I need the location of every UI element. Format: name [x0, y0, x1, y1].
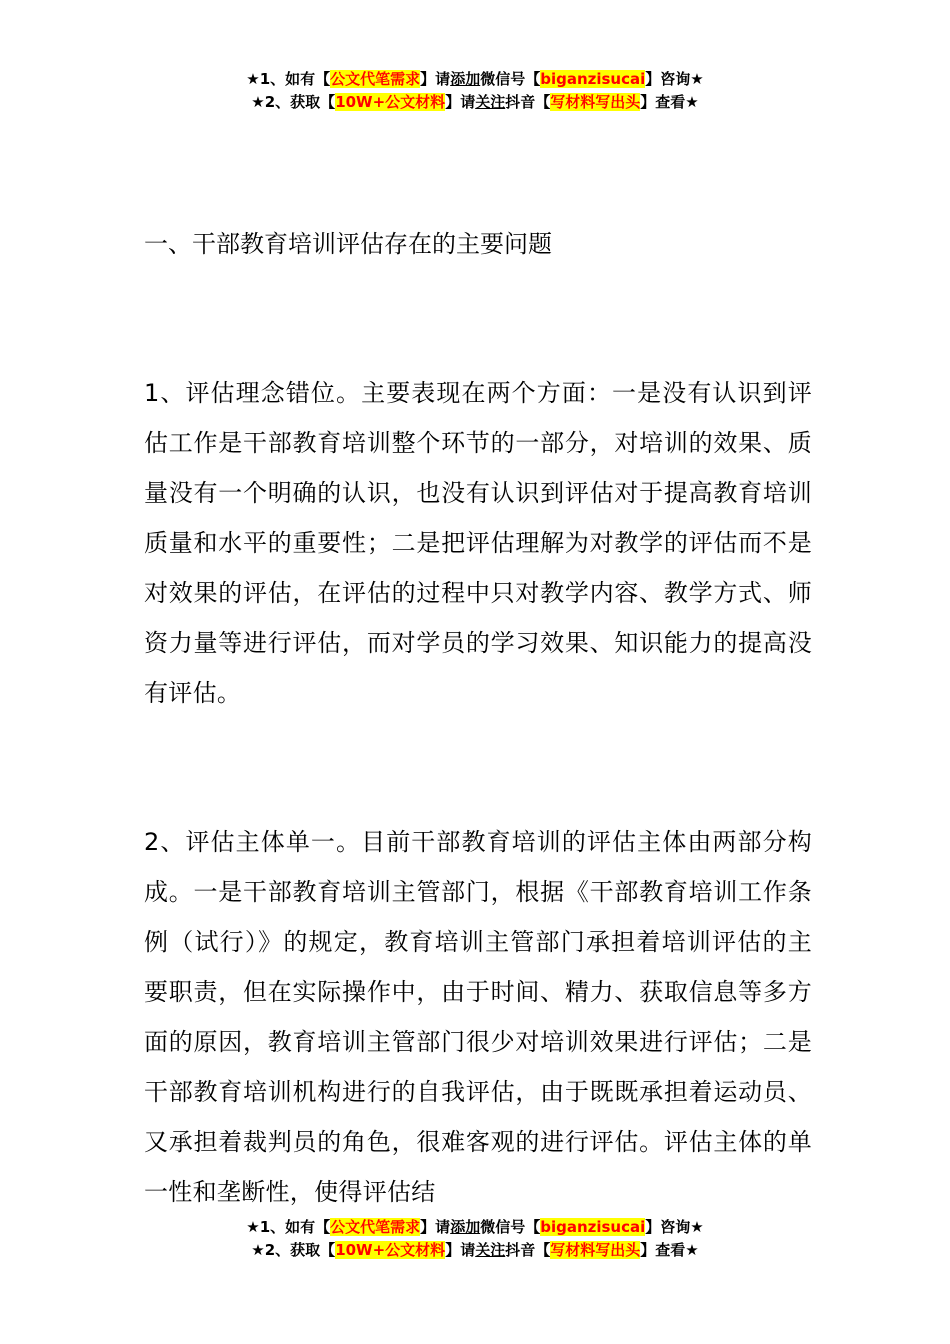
highlight-materials: 10W+公文材料 — [335, 1241, 446, 1259]
banner-text: 】请 — [420, 1218, 451, 1236]
highlight-douyin-account: 写材料写出头 — [550, 1241, 641, 1259]
banner-text: 】请 — [445, 93, 476, 111]
underline-follow: 关注 — [475, 1241, 506, 1259]
banner-line-2 — [0, 91, 950, 114]
banner-text: ★1、如有【 — [246, 1218, 331, 1236]
underline-follow: 关注 — [475, 93, 506, 111]
highlight-douyin-account: 写材料写出头 — [550, 93, 641, 111]
banner-text: 微信号【 — [480, 70, 541, 88]
banner-text: ★2、获取【 — [251, 1241, 336, 1259]
banner-text: 】查看★ — [640, 93, 699, 111]
banner-text: 】咨询★ — [645, 1218, 704, 1236]
banner-text: 抖音【 — [505, 1241, 551, 1259]
paragraph-evaluation-subject: 2、评估主体单一。目前干部教育培训的评估主体由两部分构成。一是干部教育培训主管部门，根据《干部教育培训工作条例（试行）》的规定，教育培训主管部门承担着培训评估的主要职责，但在实际操作中，由于时间、精力、获取信息等多方面的原因，教育培训主管部门很少对培训效果进行评估；二是干部教育培训机构进行的自我评估，由于既既承担着运动员、又承担着裁判员的角色，很难客观的进行评估。评估主体的单一性和垄断性，使得评估结 — [144, 828, 812, 1206]
section-heading: 一、干部教育培训评估存在的主要问题 — [144, 230, 552, 258]
highlight-wechat-id: biganzisucai — [540, 1218, 646, 1236]
banner-text: ★2、获取【 — [251, 93, 336, 111]
banner-text: 】请 — [420, 70, 451, 88]
paragraph-evaluation-concept: 1、评估理念错位。主要表现在两个方面：一是没有认识到评估工作是干部教育培训整个环节的一部分，对培训的效果、质量没有一个明确的认识，也没有认识到评估对于提高教育培训质量和水平的重要性；二是把评估理解为对教学的评估而不是对效果的评估，在评估的过程中只对教学内容、教学方式、师资力量等进行评估，而对学员的学习效果、知识能力的提高没有评估。 — [144, 379, 812, 707]
underline-add: 添加 — [450, 1218, 481, 1236]
highlight-materials: 10W+公文材料 — [335, 93, 446, 111]
banner-text: 】请 — [445, 1241, 476, 1259]
highlight-wechat-id: biganzisucai — [540, 70, 646, 88]
highlight-service: 公文代笔需求 — [330, 1218, 421, 1236]
banner-text: 微信号【 — [480, 1218, 541, 1236]
footer-banner — [0, 1216, 950, 1262]
banner-text: 】查看★ — [640, 1241, 699, 1259]
highlight-service: 公文代笔需求 — [330, 70, 421, 88]
banner-line-1 — [0, 1216, 950, 1239]
banner-line-1 — [0, 68, 950, 91]
banner-text: 】咨询★ — [645, 70, 704, 88]
underline-add: 添加 — [450, 70, 481, 88]
banner-line-2 — [0, 1239, 950, 1262]
header-banner — [0, 68, 950, 114]
banner-text: ★1、如有【 — [246, 70, 331, 88]
banner-text: 抖音【 — [505, 93, 551, 111]
